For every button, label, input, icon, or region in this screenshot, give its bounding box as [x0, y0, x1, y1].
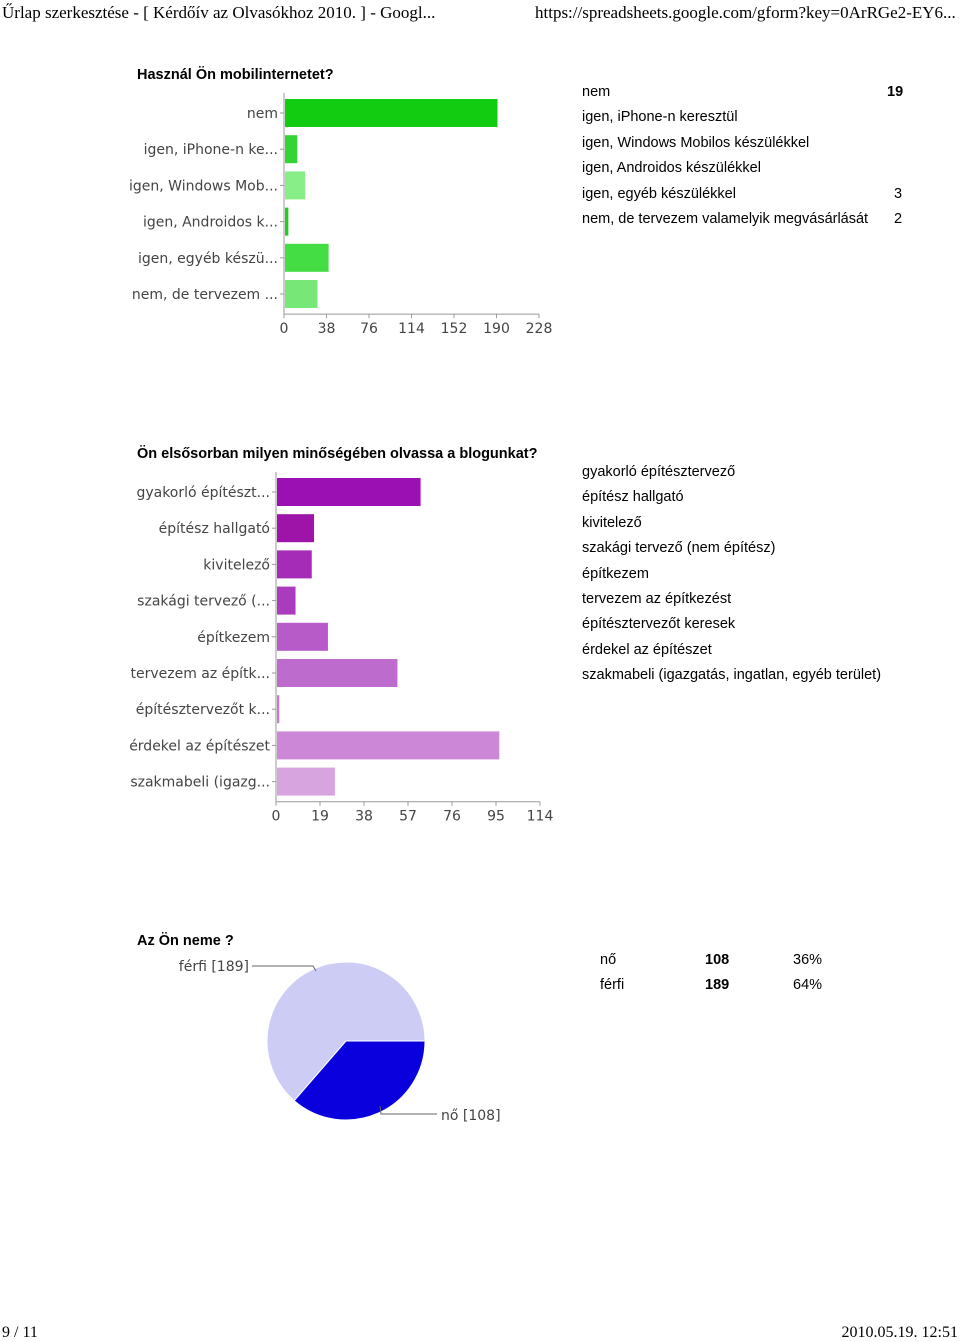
x-tick-label: 76 [360, 321, 378, 338]
row-label: igen, Androidos készülékkel [582, 160, 761, 177]
table-row [600, 950, 860, 970]
question-1-title: Használ Ön mobilinternetet? [137, 67, 334, 83]
row-percent: 64% [793, 977, 823, 994]
row-label: igen, egyéb készülékkel [582, 185, 736, 202]
category-label: tervezem az építk... [130, 666, 270, 682]
category-label: kivitelező [203, 557, 270, 574]
category-label: nem, de tervezem ... [131, 287, 278, 303]
row-label: nem, de tervezem valamelyik megvásárlását [582, 211, 869, 227]
table-row: építésztervezőt keresek [582, 616, 736, 633]
x-tick-label: 0 [279, 321, 289, 338]
pie-label: férfi [189] [178, 959, 249, 975]
x-tick-label: 228 [525, 321, 553, 338]
row-label: nő [600, 952, 617, 968]
category-label: építkezem [197, 629, 270, 646]
x-tick-label: 19 [311, 808, 329, 825]
row-label: nem [582, 84, 611, 100]
category-label: igen, egyéb készü... [138, 250, 278, 267]
row-count: 108 [705, 952, 730, 968]
x-tick-label: 114 [398, 321, 425, 338]
row-label: férfi [600, 977, 625, 994]
table-row: gyakorló építésztervező [582, 464, 736, 480]
row-label: igen, iPhone-n keresztül [582, 109, 738, 126]
row-count: 19 [887, 84, 904, 100]
table-row: építkezem [582, 565, 649, 582]
x-tick-label: 95 [487, 808, 505, 825]
table-row: építész hallgató [582, 489, 684, 506]
question-3-title: Az Ön neme ? [137, 933, 234, 949]
row-count: 189 [705, 977, 730, 994]
row-label: igen, Windows Mobilos készülékkel [582, 134, 810, 151]
table-row: tervezem az építkezést [582, 591, 732, 607]
category-label: igen, Androidos k... [142, 214, 278, 231]
x-tick-label: 38 [317, 321, 336, 338]
category-label: szakmabeli (igazg... [130, 774, 270, 791]
table-row: érdekel az építészet [582, 641, 712, 658]
pie-leader-line [252, 966, 316, 971]
row-count: 2 [894, 211, 903, 227]
category-label: igen, iPhone-n ke... [143, 142, 278, 159]
row-count: 3 [894, 185, 903, 202]
x-tick-label: 152 [440, 321, 468, 338]
x-tick-label: 76 [443, 808, 461, 825]
question-2-title: Ön elsősorban milyen minőségében olvassa a blogunkat? [137, 446, 538, 462]
x-tick-label: 57 [399, 808, 417, 825]
print-datetime: 2010.05.19. 12:51 [841, 1324, 958, 1341]
row-percent: 36% [793, 952, 823, 968]
x-tick-label: 0 [271, 808, 281, 825]
table-row [600, 975, 860, 995]
category-label: szakági tervező (... [137, 593, 270, 610]
table-row: kivitelező [582, 514, 642, 531]
x-tick-label: 190 [483, 321, 510, 338]
category-label: építésztervezőt k... [135, 702, 270, 719]
category-label: érdekel az építészet [129, 738, 270, 755]
category-label: építész hallgató [158, 521, 270, 538]
page-number: 9 / 11 [2, 1324, 38, 1341]
window-title: Űrlap szerkesztése - [ Kérdőív az Olvasókhoz 2010. ] - Googl... [2, 3, 436, 22]
x-tick-label: 114 [526, 808, 554, 825]
x-tick-label: 38 [355, 808, 373, 825]
table-row: szakmabeli (igazgatás, ingatlan, egyéb terület) [582, 667, 882, 684]
table-row: szakági tervező (nem építész) [582, 540, 776, 557]
category-label: igen, Windows Mob... [129, 178, 278, 195]
category-label: gyakorló építészt... [136, 485, 270, 501]
pie-label: nő [108] [441, 1108, 501, 1124]
category-label: nem [246, 106, 278, 122]
page-url: https://spreadsheets.google.com/gform?key=0ArRGe2-EY6... [535, 3, 956, 22]
